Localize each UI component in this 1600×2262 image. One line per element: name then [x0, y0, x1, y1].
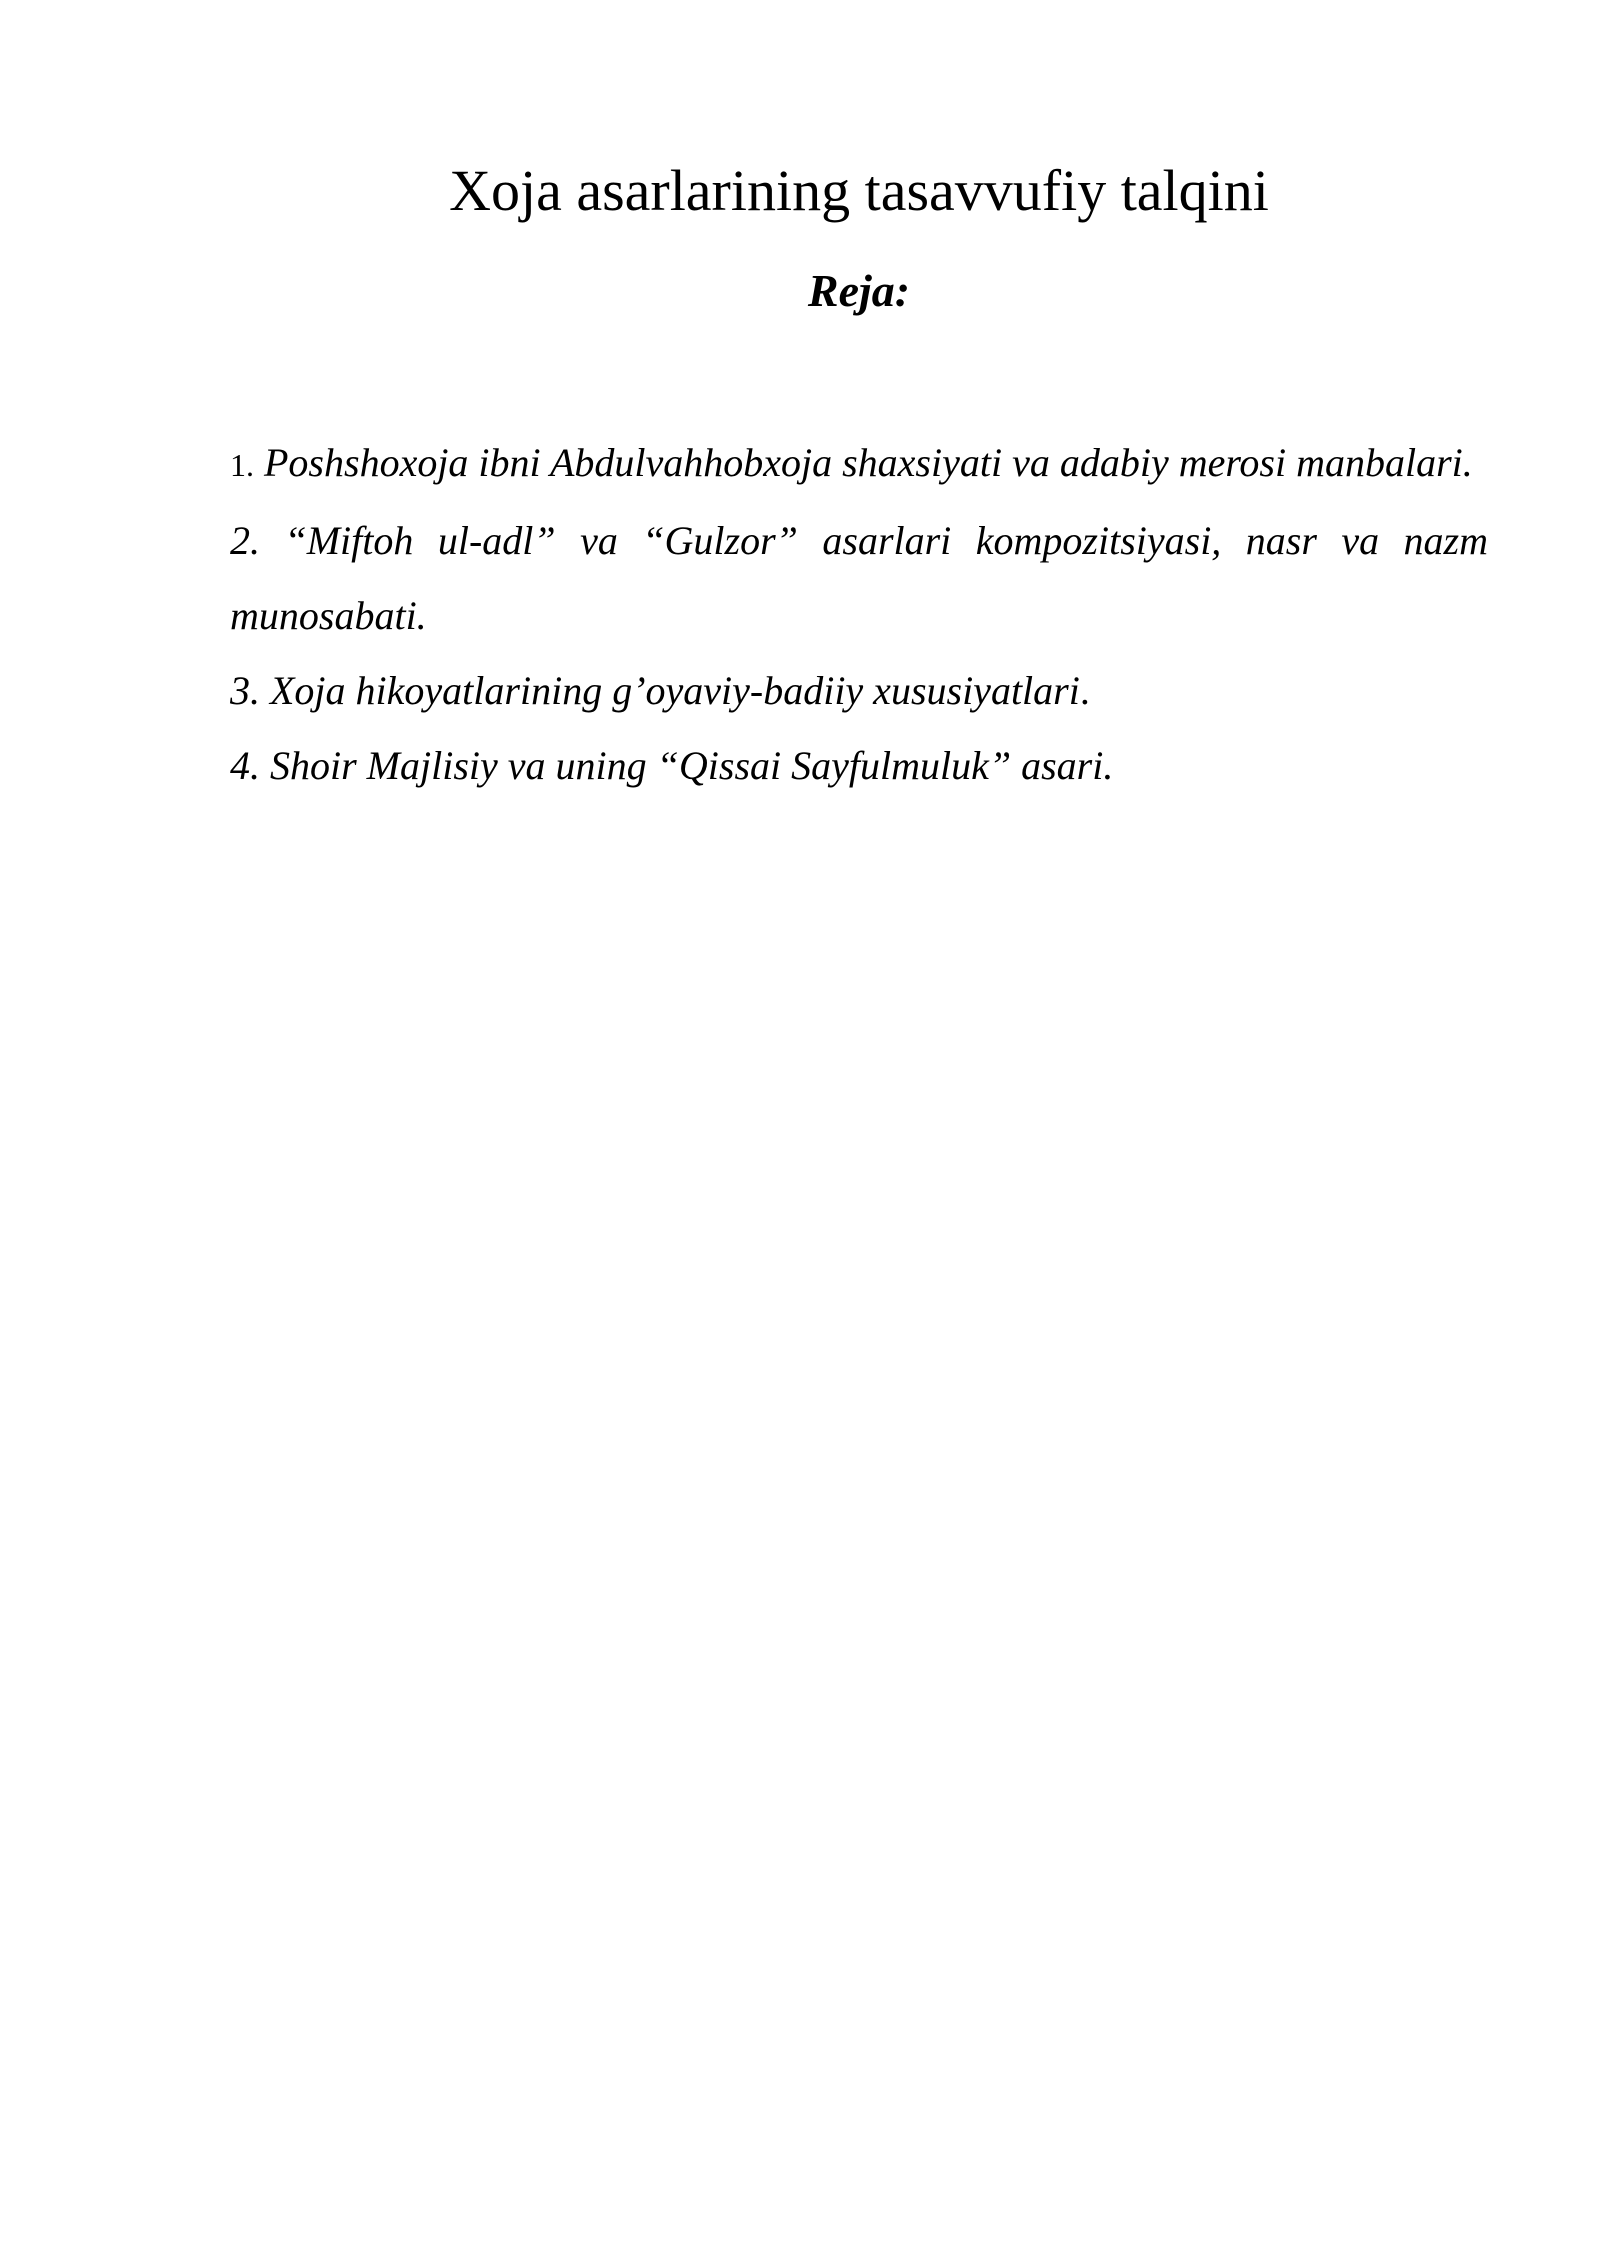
plan-item-text: Poshshoxoja ibni Abdulvahhobxoja shaxsiyati va adabiy merosi manbalari.: [264, 440, 1473, 485]
plan-item-number: 3.: [230, 668, 260, 713]
plan-item-text: “Miftoh ul-adl” va “Gulzor” asarlari kompozitsiyasi, nasr va nazm munosabati.: [230, 518, 1489, 638]
plan-item-text: Shoir Majlisiy va uning “Qissai Sayfulmuluk” asari.: [270, 743, 1114, 788]
plan-item-trailing-period: .: [1079, 668, 1090, 713]
plan-item-number: 1.: [230, 447, 254, 483]
plan-item-text: Xoja hikoyatlarining g’oyaviy-badiiy xususiyatlari: [270, 668, 1080, 713]
plan-item: [230, 503, 1488, 653]
plan-item-number: 2.: [230, 518, 260, 563]
plan-item: [230, 425, 1488, 503]
document-title: Xoja asarlarining tasavvufiy talqini: [449, 158, 1269, 223]
plan-item: [230, 653, 1488, 728]
plan-item: [230, 728, 1488, 803]
plan-list: [230, 425, 1488, 803]
plan-item-number: 4.: [230, 743, 260, 788]
plan-heading: Reja:: [807, 265, 911, 316]
